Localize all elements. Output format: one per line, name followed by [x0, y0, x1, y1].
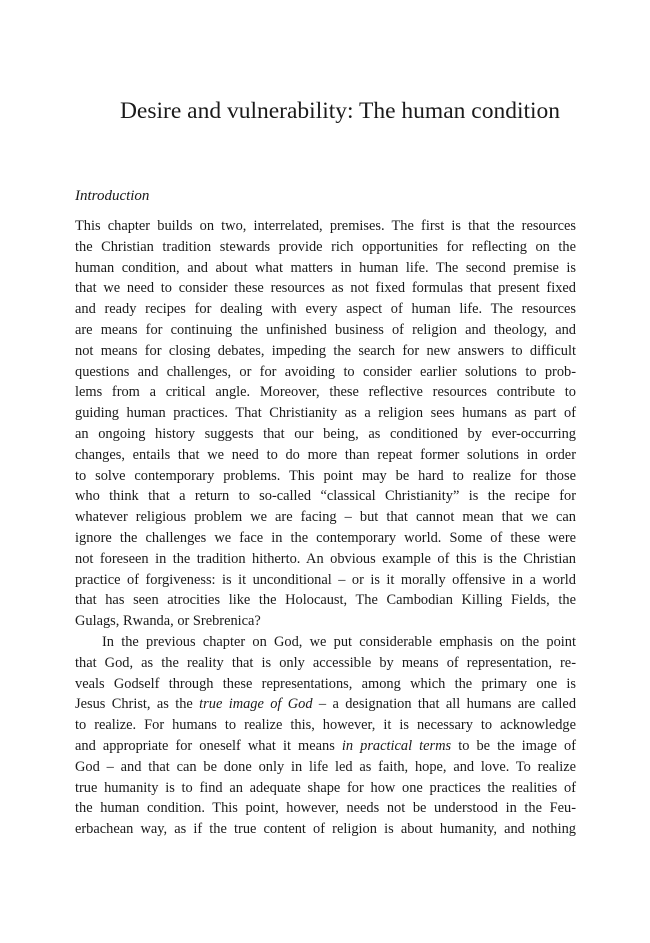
section-heading: Introduction	[75, 188, 150, 204]
text-line: true humanity is to find an adequate shape for how one practices the realities of	[75, 779, 576, 796]
chapter-title: Desire and vulnerability: The human condition	[119, 98, 561, 124]
text-line: In the previous chapter on God, we put considerable emphasis on the point	[102, 633, 576, 650]
text-run: to be the image of	[451, 737, 576, 754]
emphasis-text: in practical terms	[341, 737, 452, 754]
text-line: veals Godself through these representations, among which the primary one is	[75, 675, 576, 692]
text-line: the human condition. This point, however, needs not be understood in the Feu-	[75, 800, 576, 817]
text-line: practice of forgiveness: is it unconditional – or is it morally offensive in a world	[75, 571, 576, 588]
text-line: who think that a return to so-called “classical Christianity” is the recipe for	[75, 488, 576, 505]
text-line: to realize. For humans to realize this, however, it is necessary to acknowledge	[75, 717, 576, 734]
text-line: guiding human practices. That Christianity as a religion sees humans as part of	[75, 405, 576, 422]
text-line: that has seen atrocities like the Holocaust, The Cambodian Killing Fields, the	[75, 592, 576, 609]
body-text	[75, 216, 576, 840]
text-line: questions and challenges, or for avoiding to consider earlier solutions to prob-	[75, 363, 576, 380]
text-line: an ongoing history suggests that our being, as conditioned by ever-occurring	[75, 425, 576, 442]
paragraph-2	[75, 632, 576, 840]
paragraph-1	[75, 216, 576, 632]
text-run: – a designation that all humans are called	[312, 696, 577, 713]
text-line: erbachean way, as if the true content of religion is about humanity, and nothing	[75, 821, 576, 838]
emphasis-text: true image of God	[199, 696, 313, 713]
text-line: lems from a critical angle. Moreover, these reflective resources contribute to	[75, 384, 576, 401]
text-line: to solve contemporary problems. This point may be hard to realize for those	[75, 467, 576, 484]
text-run: Jesus Christ, as the	[75, 696, 200, 713]
text-line: human condition, and about what matters in human life. The second premise is	[75, 259, 576, 276]
text-line: and ready recipes for dealing with every aspect of human life. The resources	[75, 301, 576, 318]
text-line: that God, as the reality that is only accessible by means of representation, re-	[75, 654, 576, 671]
text-line: Gulags, Rwanda, or Srebrenica?	[75, 613, 261, 630]
text-line: whatever religious problem we are facing – but that cannot mean that we can	[75, 509, 576, 526]
text-line: This chapter builds on two, interrelated, premises. The first is that the resources	[75, 218, 576, 234]
text-line: not foreseen in the tradition hitherto. An obvious example of this is the Christian	[75, 550, 576, 567]
text-line: ignore the challenges we face in the contemporary world. Some of these were	[75, 529, 576, 546]
text-line: changes, entails that we need to do more than repeat former solutions in order	[75, 446, 576, 463]
text-line: God – and that can be done only in life led as faith, hope, and love. To realize	[75, 758, 576, 775]
text-run: and appropriate for oneself what it means	[75, 737, 342, 754]
text-line: not means for closing debates, impeding the search for new answers to difficult	[75, 342, 576, 359]
text-line: that we need to consider these resources as not fixed formulas that present fixed	[75, 280, 576, 297]
text-line	[75, 736, 576, 757]
text-line: the Christian tradition stewards provide rich opportunities for reflecting on the	[75, 238, 576, 255]
text-line	[75, 694, 576, 715]
text-line: are means for continuing the unfinished business of religion and theology, and	[75, 321, 576, 338]
